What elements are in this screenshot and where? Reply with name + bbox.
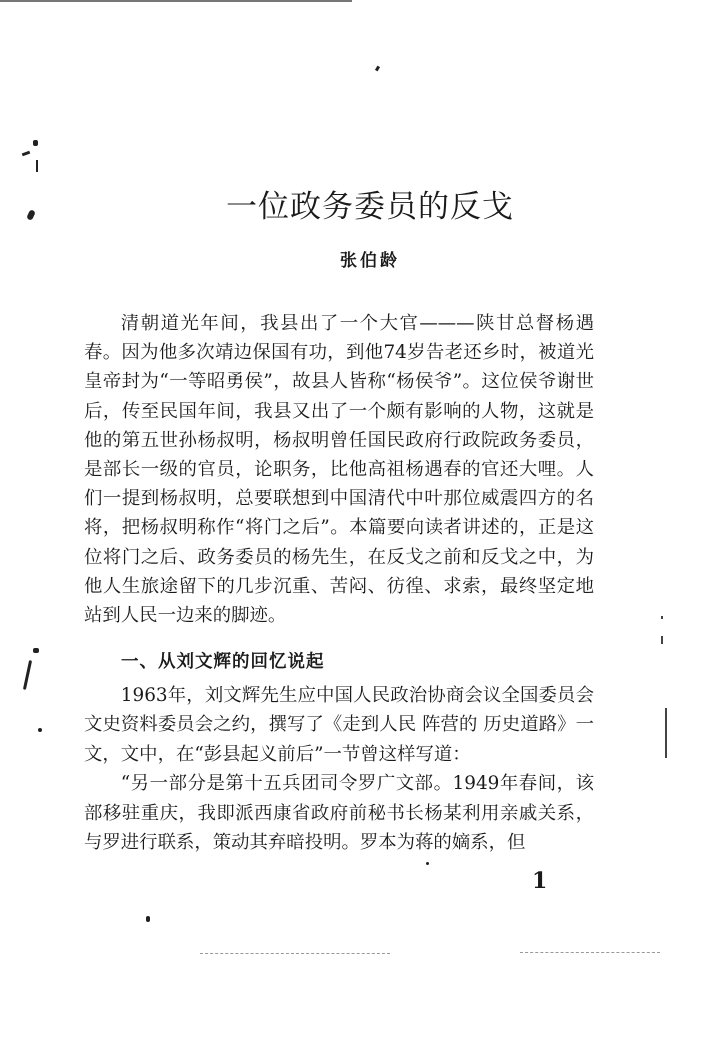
page-number: 1 [532,868,548,894]
scan-speck [38,728,42,732]
author-name: 张伯龄 [340,251,400,271]
scan-speck [146,916,150,922]
scan-speck [375,66,380,72]
scan-speck [426,862,429,865]
bottom-scan-line [200,953,390,955]
scan-speck [33,648,39,653]
bottom-scan-line [520,952,660,954]
right-margin-mark [665,708,667,758]
scan-speck [23,660,32,690]
scan-speck [22,151,31,157]
quote-paragraph: “另一部分是第十五兵团司令罗广文部。1949年春间，该部移驻重庆，我即派西康省政府前秘书长杨某利用亲戚关系，与罗进行联系，策动其弃暗投明。罗本为蒋的嫡系，但 [84,773,594,854]
scan-speck [33,140,38,146]
article-title: 一位政务委员的反戈 [226,188,514,225]
right-margin-mark [661,636,663,644]
section-paragraph: 1963年，刘文辉先生应中国人民政治协商会议全国委员会文史资料委员会之约，撰写了《走到人民 阵营的 历史道路》一文，文中，在“彭县起义前后”一节曾这样写道： [84,685,594,765]
intro-paragraph: 清朝道光年间，我县出了一个大官———陕甘总督杨遇春。因为他多次靖边保国有功，到他74岁告老还乡时，被道光皇帝封为“一等昭勇侯”，故县人皆称“杨侯爷”。这位侯爷谢世后，传至民国年间，我县又出了一个颇有影响的人物，这就是他的第五世孙杨叔明，杨叔明曾任国民政府行政院政务委员，是部长一级的官员，论职务，比他高祖杨遇春的官还大哩。人们一提到杨叔明，总要联想到中国清代中叶那位威震四方的名将，把杨叔明称作“将门之后”。本篇要向读者讲述的，正是这位将门之后、政务委员的杨先生，在反戈之前和反戈之中，为他人生旅途留下的几步沉重、苦闷、彷徨、求索，最终坚定地站到人民一边来的脚迹。 [84,313,594,627]
right-margin-mark [661,616,663,619]
scan-speck [36,160,38,172]
section-body [84,681,594,857]
section-heading: 一、从刘文辉的回忆说起 [121,652,325,672]
top-edge-rule [0,0,352,2]
intro-section [84,309,594,630]
